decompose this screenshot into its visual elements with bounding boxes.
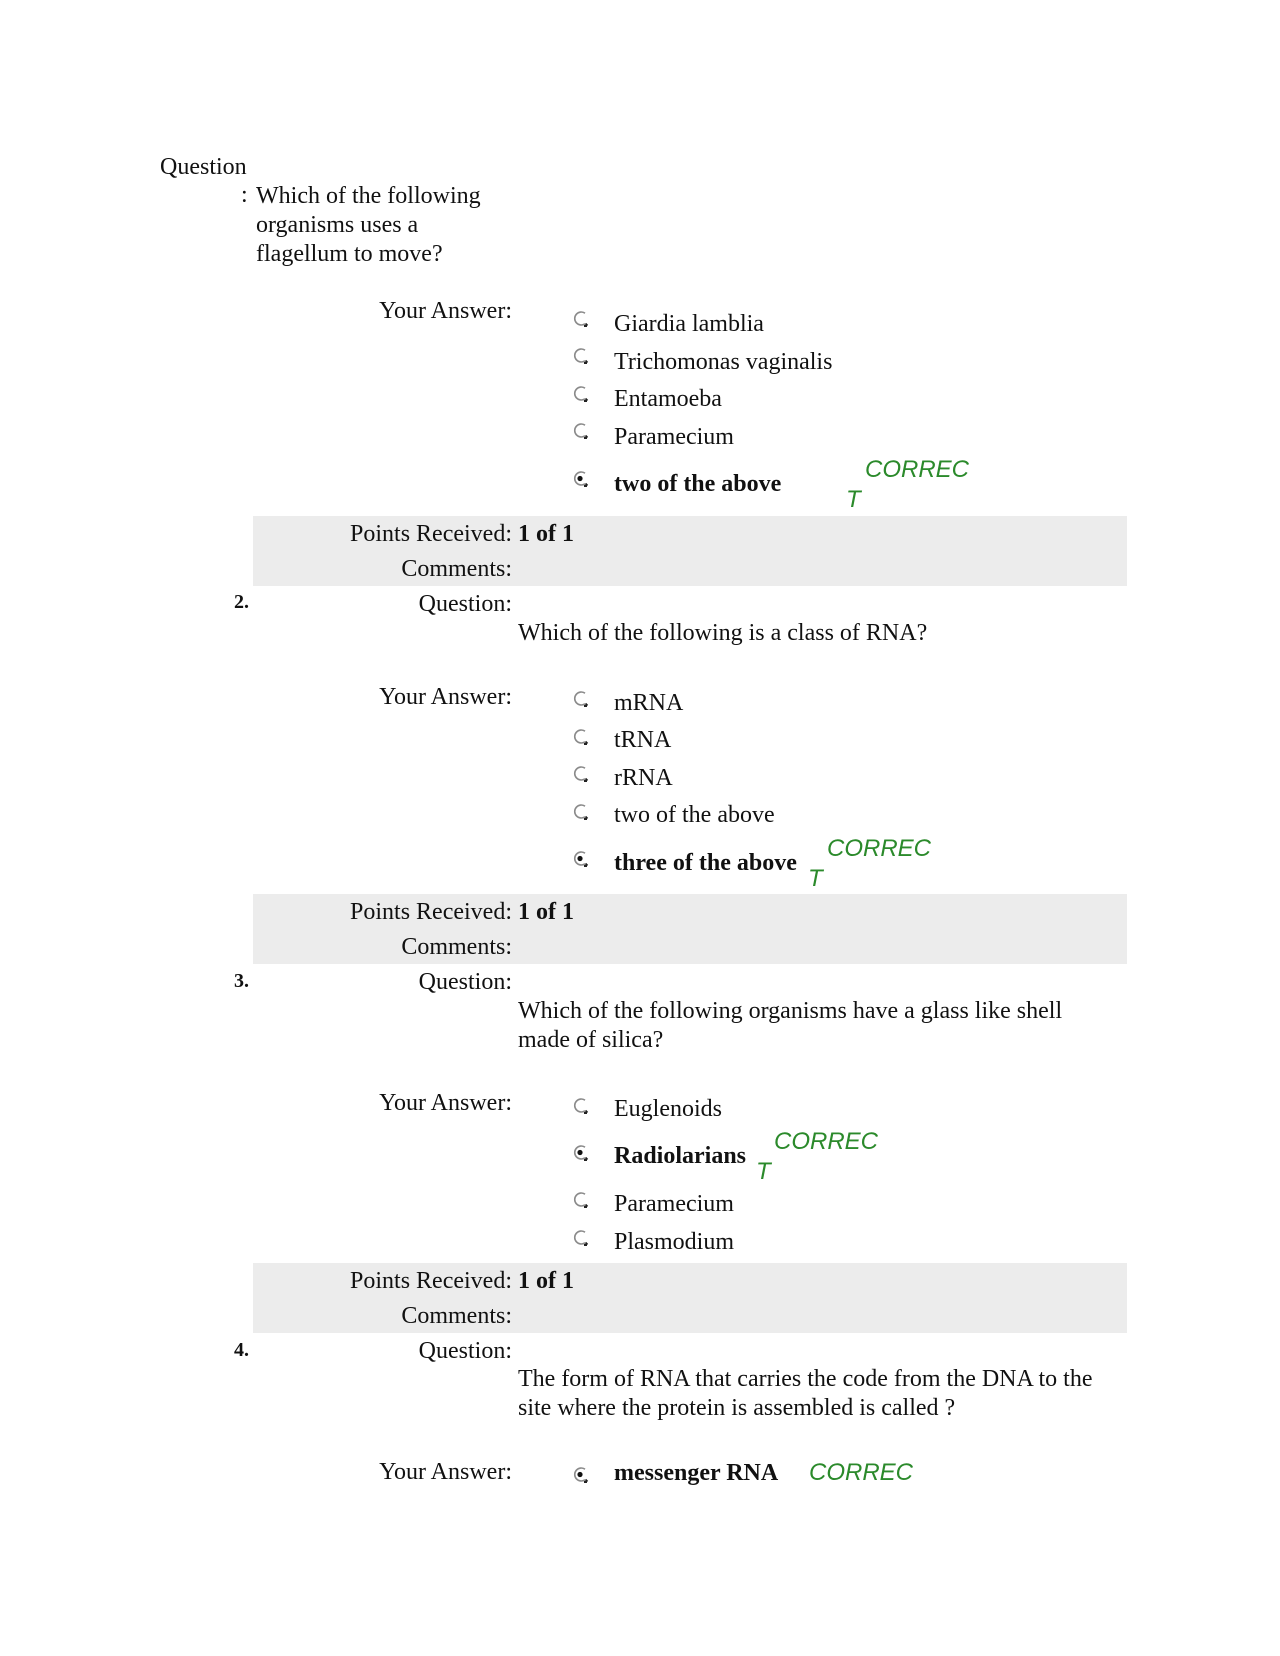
q1-points-label: Points Received: [350, 521, 512, 547]
q1-correct-mark-line1: CORREC [865, 456, 970, 483]
q2-number: 2. [234, 591, 249, 613]
q1-question-text: Which of the following organisms uses a flagellum to move? [256, 183, 481, 267]
q1-points-value: 1 of 1 [518, 521, 574, 547]
radio-selected-icon[interactable] [572, 850, 589, 867]
q2-question-label: Question: [418, 591, 512, 617]
q1-comments-label: Comments: [401, 556, 512, 582]
q3-points-value: 1 of 1 [518, 1268, 574, 1294]
q2-option-label: two of the above [614, 802, 775, 828]
q3-question-text: Which of the following organisms have a glass like shell made of silica? [518, 998, 1063, 1053]
q2-option-label: rRNA [614, 765, 673, 791]
q1-option-label-selected: two of the above [614, 471, 782, 497]
radio-unselected-icon[interactable] [572, 765, 589, 782]
q1-option-label: Giardia lamblia [614, 311, 764, 337]
q4-option-label-selected: messenger RNA [614, 1460, 779, 1486]
q1-option-label: Trichomonas vaginalis [614, 349, 833, 375]
q2-correct-mark-line1: CORREC [827, 835, 932, 862]
q1-your-answer-label: Your Answer: [379, 298, 512, 324]
radio-unselected-icon[interactable] [572, 310, 589, 327]
q3-option-label: Plasmodium [614, 1229, 735, 1255]
q3-your-answer-label: Your Answer: [379, 1090, 512, 1116]
q3-comments-label: Comments: [401, 1303, 512, 1329]
radio-selected-icon[interactable] [572, 470, 589, 487]
radio-selected-icon[interactable] [572, 1466, 589, 1483]
q4-your-answer-label: Your Answer: [379, 1459, 512, 1485]
q2-points-label: Points Received: [350, 899, 512, 925]
q3-option-label-selected: Radiolarians [614, 1143, 747, 1169]
radio-unselected-icon[interactable] [572, 1229, 589, 1246]
q2-option-label-selected: three of the above [614, 850, 797, 876]
q1-option-label: Entamoeba [614, 386, 722, 412]
q2-points-value: 1 of 1 [518, 899, 574, 925]
q1-option-label: Paramecium [614, 424, 734, 450]
q1-heading: Question [160, 154, 247, 180]
q2-correct-mark-line2: T [808, 865, 823, 892]
q2-question-text: Which of the following is a class of RNA? [518, 620, 928, 646]
q3-correct-mark-line2: T [756, 1158, 771, 1185]
radio-unselected-icon[interactable] [572, 1191, 589, 1208]
q3-correct-mark-line1: CORREC [774, 1128, 879, 1155]
q1-correct-mark-line2: T [846, 486, 861, 513]
radio-unselected-icon[interactable] [572, 803, 589, 820]
q1-colon: : [241, 182, 248, 208]
q4-question-label: Question: [418, 1338, 512, 1364]
radio-unselected-icon[interactable] [572, 347, 589, 364]
q3-points-label: Points Received: [350, 1268, 512, 1294]
q4-question-text: The form of RNA that carries the code from the DNA to the site where the protein is assembled is called ? [518, 1366, 1093, 1421]
q2-your-answer-label: Your Answer: [379, 684, 512, 710]
q3-question-label: Question: [418, 969, 512, 995]
radio-unselected-icon[interactable] [572, 422, 589, 439]
radio-unselected-icon[interactable] [572, 690, 589, 707]
radio-unselected-icon[interactable] [572, 1097, 589, 1114]
q2-option-label: mRNA [614, 690, 684, 716]
q3-option-label: Euglenoids [614, 1096, 722, 1122]
radio-unselected-icon[interactable] [572, 728, 589, 745]
radio-selected-icon[interactable] [572, 1144, 589, 1161]
q3-option-label: Paramecium [614, 1191, 734, 1217]
q4-correct-mark: CORREC [809, 1459, 914, 1486]
q2-option-label: tRNA [614, 727, 672, 753]
q2-comments-label: Comments: [401, 934, 512, 960]
radio-unselected-icon[interactable] [572, 385, 589, 402]
q3-number: 3. [234, 970, 249, 992]
q4-number: 4. [234, 1339, 249, 1361]
